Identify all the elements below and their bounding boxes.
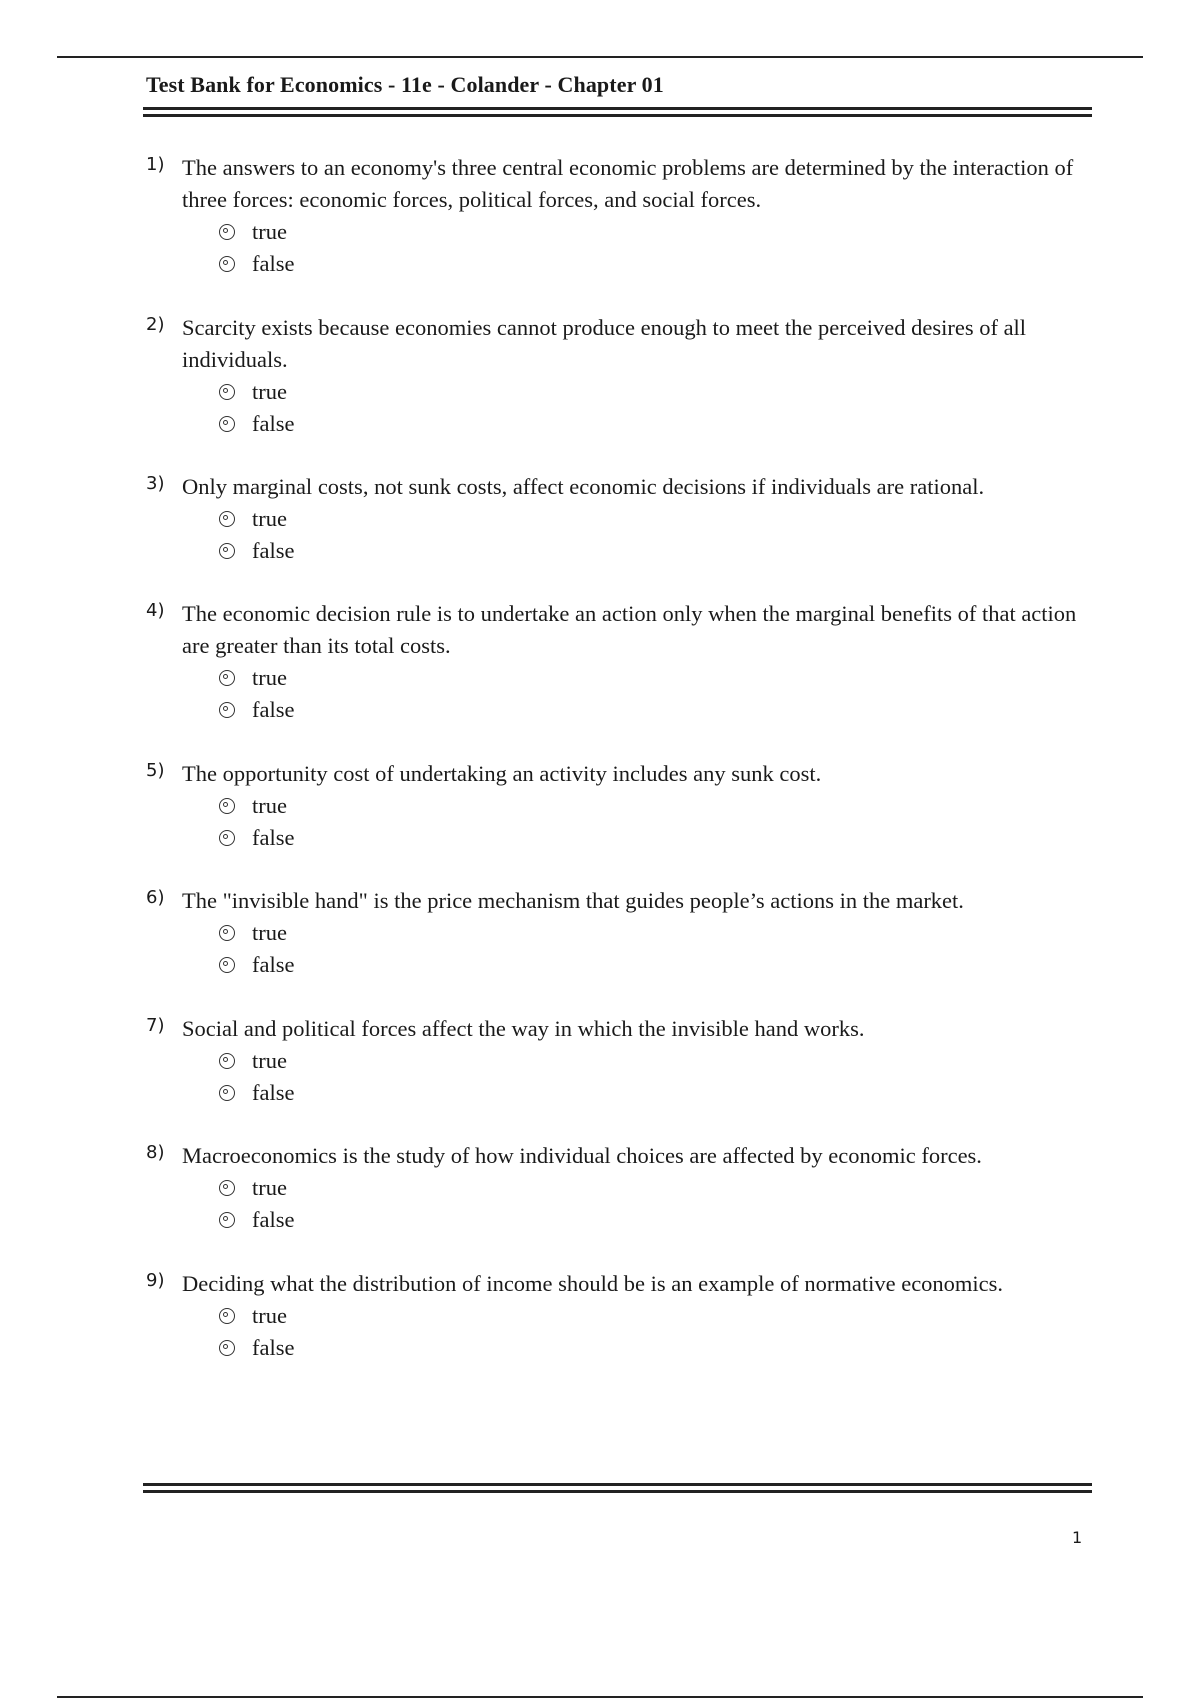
- option-false[interactable]: [219, 1332, 1096, 1364]
- document-header-title: Test Bank for Economics - 11e - Colander - Chapter 01: [146, 72, 664, 97]
- answer-options: [219, 1300, 1096, 1364]
- option-label: true: [252, 665, 287, 690]
- radio-button-icon[interactable]: [219, 1053, 235, 1069]
- question-number: 6): [146, 887, 165, 908]
- question-text: The answers to an economy's three central economic problems are determined by the interaction of three forces: economic forces, political forces, and social forces.: [182, 155, 1074, 212]
- option-label: false: [252, 411, 295, 436]
- question-text: Deciding what the distribution of income should be is an example of normative economics.: [182, 1271, 1004, 1296]
- question-number: 1): [146, 154, 165, 175]
- question-text: Social and political forces affect the way in which the invisible hand works.: [182, 1016, 865, 1041]
- option-label: false: [252, 538, 295, 563]
- question-number: 4): [146, 600, 165, 621]
- question-6: [146, 885, 1096, 981]
- question-number: 9): [146, 1270, 165, 1291]
- option-true[interactable]: [219, 1300, 1096, 1332]
- option-label: true: [252, 379, 287, 404]
- option-label: true: [252, 1048, 287, 1073]
- question-text: Scarcity exists because economies cannot produce enough to meet the perceived desires of all individuals.: [182, 315, 1027, 372]
- question-number: 3): [146, 473, 165, 494]
- question-7: [146, 1013, 1096, 1109]
- radio-button-icon[interactable]: [219, 830, 235, 846]
- radio-button-icon[interactable]: [219, 1212, 235, 1228]
- question-5: [146, 758, 1096, 854]
- question-number: 7): [146, 1015, 165, 1036]
- question-2: [146, 312, 1096, 440]
- page-top-border: [57, 56, 1143, 58]
- radio-button-icon[interactable]: [219, 1085, 235, 1101]
- option-label: true: [252, 793, 287, 818]
- radio-button-icon[interactable]: [219, 256, 235, 272]
- option-false[interactable]: [219, 408, 1096, 440]
- answer-options: [219, 503, 1096, 567]
- option-true[interactable]: [219, 376, 1096, 408]
- option-label: false: [252, 1207, 295, 1232]
- question-8: [146, 1140, 1096, 1236]
- option-label: false: [252, 697, 295, 722]
- option-label: true: [252, 1303, 287, 1328]
- answer-options: [219, 790, 1096, 854]
- question-number: 8): [146, 1142, 165, 1163]
- option-false[interactable]: [219, 1077, 1096, 1109]
- option-false[interactable]: [219, 248, 1096, 280]
- question-text: The economic decision rule is to undertake an action only when the marginal benefits of that action are greater than its total costs.: [182, 601, 1077, 658]
- page-number: 1: [1072, 1528, 1083, 1547]
- option-false[interactable]: [219, 1204, 1096, 1236]
- option-false[interactable]: [219, 535, 1096, 567]
- question-9: [146, 1268, 1096, 1364]
- option-true[interactable]: [219, 1172, 1096, 1204]
- footer-double-rule: [143, 1483, 1092, 1493]
- question-4: [146, 598, 1096, 726]
- radio-button-icon[interactable]: [219, 798, 235, 814]
- answer-options: [219, 1172, 1096, 1236]
- radio-button-icon[interactable]: [219, 416, 235, 432]
- option-true[interactable]: [219, 662, 1096, 694]
- page-bottom-border: [57, 1696, 1143, 1698]
- option-label: true: [252, 219, 287, 244]
- option-false[interactable]: [219, 694, 1096, 726]
- answer-options: [219, 662, 1096, 726]
- option-true[interactable]: [219, 503, 1096, 535]
- radio-button-icon[interactable]: [219, 384, 235, 400]
- option-true[interactable]: [219, 1045, 1096, 1077]
- header-double-rule: [143, 107, 1092, 117]
- radio-button-icon[interactable]: [219, 543, 235, 559]
- option-label: true: [252, 1175, 287, 1200]
- answer-options: [219, 376, 1096, 440]
- question-1: [146, 152, 1096, 280]
- option-label: false: [252, 952, 295, 977]
- question-text: The opportunity cost of undertaking an activity includes any sunk cost.: [182, 761, 822, 786]
- question-text: The "invisible hand" is the price mechanism that guides people’s actions in the market.: [182, 888, 964, 913]
- option-label: false: [252, 1080, 295, 1105]
- question-number: 2): [146, 314, 165, 335]
- answer-options: [219, 917, 1096, 981]
- radio-button-icon[interactable]: [219, 957, 235, 973]
- option-true[interactable]: [219, 917, 1096, 949]
- question-text: Macroeconomics is the study of how individual choices are affected by economic forces.: [182, 1143, 982, 1168]
- radio-button-icon[interactable]: [219, 1180, 235, 1196]
- radio-button-icon[interactable]: [219, 224, 235, 240]
- radio-button-icon[interactable]: [219, 1340, 235, 1356]
- option-false[interactable]: [219, 949, 1096, 981]
- option-label: true: [252, 506, 287, 531]
- radio-button-icon[interactable]: [219, 702, 235, 718]
- radio-button-icon[interactable]: [219, 1308, 235, 1324]
- option-true[interactable]: [219, 216, 1096, 248]
- radio-button-icon[interactable]: [219, 925, 235, 941]
- option-label: true: [252, 920, 287, 945]
- option-true[interactable]: [219, 790, 1096, 822]
- option-false[interactable]: [219, 822, 1096, 854]
- radio-button-icon[interactable]: [219, 670, 235, 686]
- question-number: 5): [146, 760, 165, 781]
- answer-options: [219, 1045, 1096, 1109]
- answer-options: [219, 216, 1096, 280]
- question-text: Only marginal costs, not sunk costs, affect economic decisions if individuals are rational.: [182, 474, 985, 499]
- radio-button-icon[interactable]: [219, 511, 235, 527]
- option-label: false: [252, 251, 295, 276]
- question-3: [146, 471, 1096, 567]
- option-label: false: [252, 825, 295, 850]
- option-label: false: [252, 1335, 295, 1360]
